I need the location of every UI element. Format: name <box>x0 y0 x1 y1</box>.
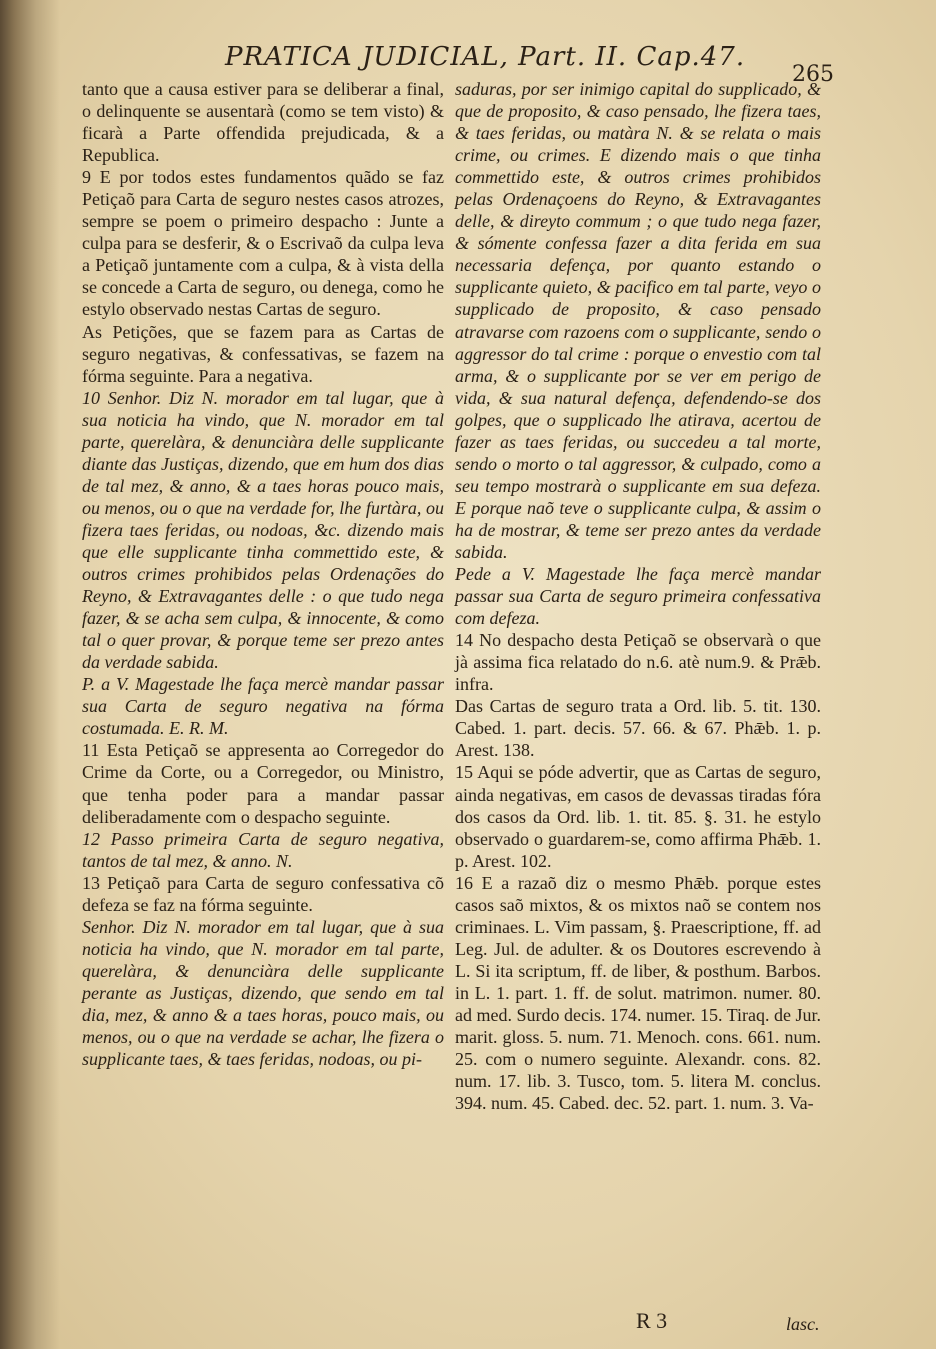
book-spine-shadow <box>0 0 60 1349</box>
catchword: lasc. <box>786 1314 820 1334</box>
paragraph: 11 Esta Petiçaõ se appresenta ao Corregedor do Crime da Corte, ou a Corregedor, ou Ministro, que tenha poder para a mandar passar deliberadamente com o despacho seguinte. <box>82 740 444 827</box>
paragraph: Das Cartas de seguro trata a Ord. lib. 5. tit. 130. Cabed. 1. part. decis. 57. 66. & 67. Phǣb. 1. p. Arest. 138. <box>455 696 821 761</box>
paragraph: 14 No despacho desta Petiçaõ se observarà o que jà assima fica relatado do n.6. atè num.9. & Prǣb. infra. <box>455 630 821 695</box>
right-column <box>455 78 821 1114</box>
paragraph: saduras, por ser inimigo capital do supplicado, & que de proposito, & caso pensado, lhe fizera taes, & taes feridas, ou matàra N. & se relata o mais crime, ou crimes. E dizendo mais o que tinha commettido este, & outros crimes prohibidos pelas Ordenaçoens do Reyno, & Extravagantes delle, & direyto commum ; o que tudo nega fazer, & sómente confessa fazer a dita ferida em sua necessaria defença, por quanto estando o supplicante quieto, & pacifico em tal parte, veyo o supplicado de proposito, & caso pensado atravarse com razoens com o supplicante, sendo o aggressor do tal crime : porque o envestio com tal arma, & o supplicante por se ver em perigo de vida, & sua natural defença, defendendo-se dos golpes, que o supplicado lhe atirava, acertou de fazer as taes feridas, ou succedeu a tal morte, sendo o morto o tal aggressor, & culpado, como a seu tempo mostrarà o supplicante em sua defeza. E porque naõ teve o supplicante culpa, & assim o ha de mostrar, & teme ser prezo antes da verdade sabida. <box>455 79 821 562</box>
page-number: 265 <box>792 62 834 87</box>
paragraph: 15 Aqui se póde advertir, que as Cartas de seguro, ainda negativas, em casos de devassas tiradas fóra dos casos da Ord. lib. 1. tit. 85. §. 31. he estylo observado o guardarem-se, como affirma Phǣb. 1. p. Arest. 102. <box>455 762 821 871</box>
paragraph: 9 E por todos estes fundamentos quãdo se faz Petiçaõ para Carta de seguro nestes casos atrozes, sempre se poem o primeiro despacho : Junte a culpa para se desferir, & o Escrivaõ da culpa leva a Petiçaõ juntamente com a culpa, & à vista della se concede a Carta de seguro, ou denega, como he estylo observado nestas Cartas de seguro. <box>82 167 444 320</box>
paragraph: 12 Passo primeira Carta de seguro negativa, tantos de tal mez, & anno. N. <box>82 828 444 871</box>
paragraph: Senhor. Diz N. morador em tal lugar, que à sua noticia ha vindo, que N. morador em tal parte, querelàra, & denunciàra delle supplicante perante as Justiças, dizendo, que sendo em tal dia, mez, & anno & a taes horas, pouco mais, ou menos, ou o que na verdade se achar, lhe fizera o supplicante taes, & taes feridas, nodoas, ou pi- <box>82 916 444 1070</box>
paragraph: Pede a V. Magestade lhe faça mercè mandar passar sua Carta de seguro primeira confessativa com defeza. <box>455 564 821 629</box>
paragraph: As Petições, que se fazem para as Cartas de seguro negativas, & confessativas, se fazem na fórma seguinte. Para a negativa. <box>82 321 444 386</box>
paragraph: 10 Senhor. Diz N. morador em tal lugar, que à sua noticia ha vindo, que N. morador em tal parte, querelàra, & denunciàra delle supplicante diante das Justiças, dizendo, que em hum dos dias de tal mez, & anno, & a taes horas pouco mais, ou menos, ou o que na verdade for, lhe furtàra, ou fizera taes feridas, ou nodoas, &c. dizendo mais que elle supplicante tinha commettido este, & outros crimes prohibidos pelas Ordenações do Reyno, & Extravagantes delle : o que tudo nega fazer, & se acha sem culpa, & innocente, & como tal o quer provar, & porque teme ser prezo antes da verdade sabida. <box>82 387 444 673</box>
paragraph: 13 Petiçaõ para Carta de seguro confessativa cõ defeza se faz na fórma seguinte. <box>82 872 444 915</box>
left-column <box>82 78 444 1070</box>
paragraph: 16 E a razaõ diz o mesmo Phǣb. porque estes casos saõ mixtos, & os mixtos naõ se contem nos criminaes. L. Vim passam, §. Praescriptione, ff. ad Leg. Jul. de adulter. & os Doutores escrevendo à L. Si ita scriptum, ff. de liber, & posthum. Barbos. in L. 1. part. 1. ff. de solut. matrimon. numer. 80. ad med. Surdo decis. 174. numer. 15. Tiraq. de Jur. marit. gloss. 5. num. 71. Menoch. cons. 661. num. 25. com o numero seguinte. Alexandr. cons. 82. num. 17. lib. 3. Tusco, tom. 5. litera M. conclus. 394. num. 45. Cabed. dec. 52. part. 1. num. 3. Va- <box>455 872 821 1114</box>
signature-mark: R 3 <box>636 1308 668 1333</box>
paragraph: P. a V. Magestade lhe faça mercè mandar passar sua Carta de seguro negativa na fórma costumada. E. R. M. <box>82 674 444 739</box>
running-title: PRATICA JUDICIAL, Part. II. Cap.47. <box>225 42 746 72</box>
paragraph: tanto que a causa estiver para se deliberar a final, o delinquente se ausentarà (como se tem visto) & ficarà a Parte offendida prejudicada, & a Republica. <box>82 79 444 166</box>
